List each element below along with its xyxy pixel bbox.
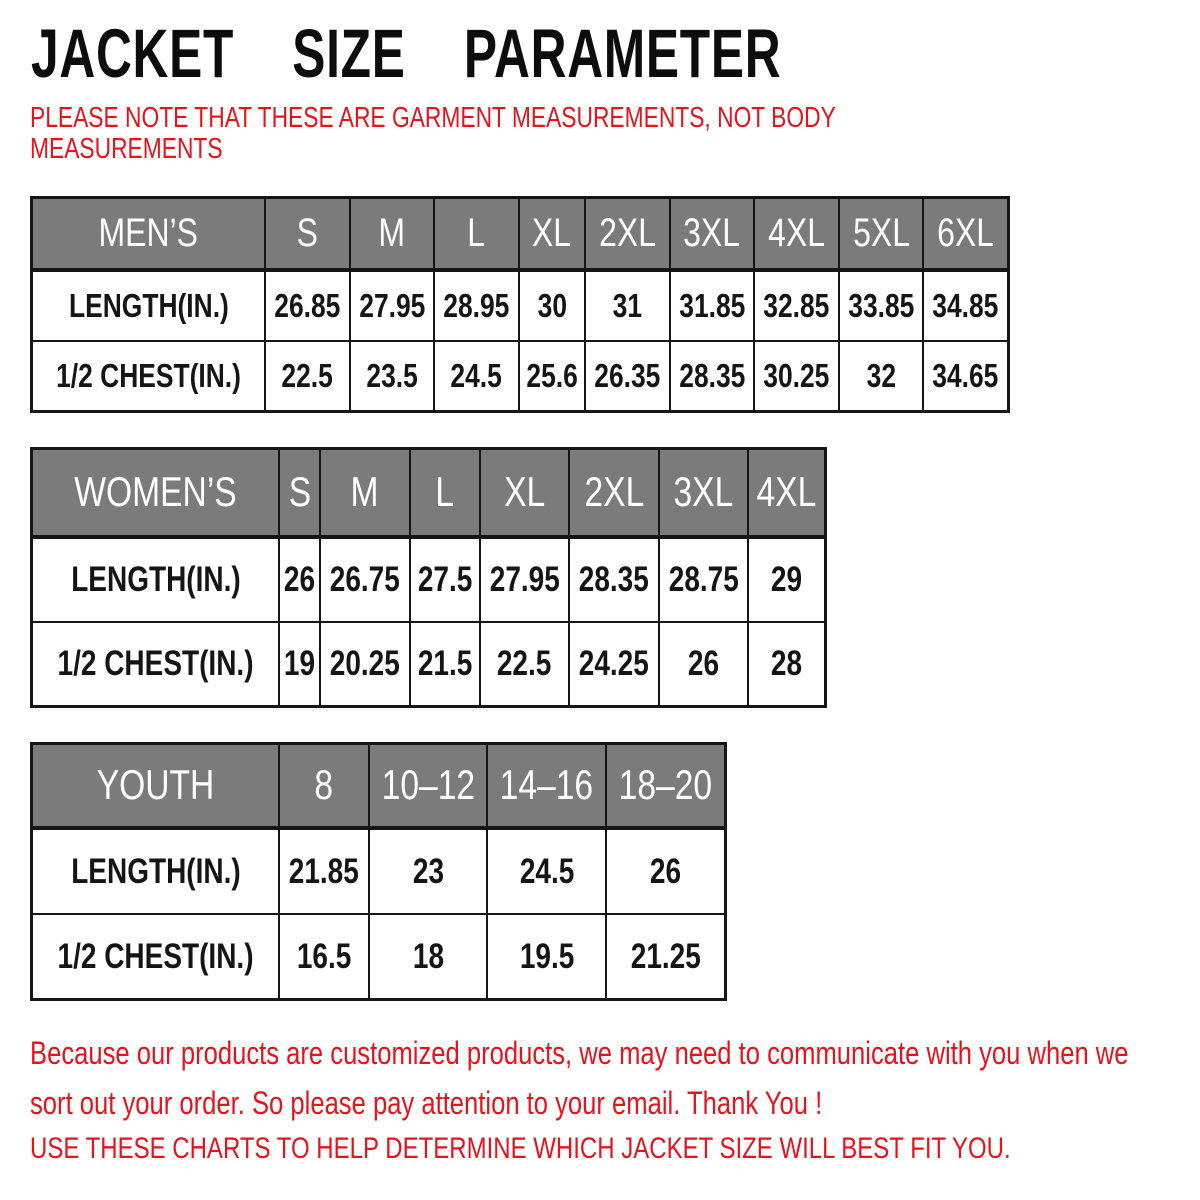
measurement-cell (569, 537, 659, 622)
measurement-cell-text: 34.85 (932, 287, 999, 324)
size-column-header-text: 4XL (756, 468, 817, 516)
measurement-cell (519, 341, 585, 412)
measurement-cell (519, 270, 585, 341)
size-column-header (569, 449, 659, 537)
measurement-cell-text: 21.25 (630, 936, 701, 976)
table-title-cell-text: YOUTH (96, 761, 215, 809)
measurement-cell (659, 622, 749, 707)
size-column-header-text: L (467, 211, 486, 256)
measurement-cell-text: 28.75 (668, 560, 739, 599)
size-column-header-text: 3XL (683, 211, 741, 256)
measurement-cell-text: 26 (650, 851, 682, 891)
measurement-cell (754, 341, 839, 412)
size-column-header (410, 449, 480, 537)
measurement-cell (279, 622, 320, 707)
size-column-header-text: S (296, 211, 319, 256)
measurement-cell (279, 828, 369, 914)
row-label-cell (32, 914, 280, 1000)
row-label-cell (32, 537, 280, 622)
measurement-cell (606, 828, 725, 914)
measurement-cell (279, 537, 320, 622)
header-row (32, 744, 726, 828)
measurement-cell-text: 19 (283, 644, 316, 684)
table-title-cell-text: WOMEN’S (74, 468, 237, 516)
measurement-cell (410, 622, 480, 707)
measurement-cell-text: 28.35 (579, 560, 650, 599)
measurement-cell-text: 27.95 (489, 560, 560, 599)
measurement-cell-text: 26.85 (274, 287, 341, 324)
page-title: JACKET SIZE PARAMETER (31, 15, 782, 92)
row-label-cell (32, 622, 280, 707)
size-column-header (659, 449, 749, 537)
measurement-cell (923, 270, 1008, 341)
table-title-cell (32, 198, 266, 270)
size-table-womens (30, 447, 827, 708)
measurement-cell (585, 270, 670, 341)
measurement-cell (279, 914, 369, 1000)
measurement-cell-text: 27.95 (358, 287, 425, 324)
measurement-cell-text: 22.5 (497, 644, 552, 684)
header-row (32, 449, 826, 537)
size-column-header (487, 744, 606, 828)
chart-usage-note: USE THESE CHARTS TO HELP DETERMINE WHICH JACKET SIZE WILL BEST FIT YOU. (30, 1132, 1011, 1165)
measurement-cell-text: 18 (412, 936, 444, 976)
table-title-cell-text: MEN’S (98, 211, 199, 256)
size-table-mens (30, 196, 1010, 413)
size-column-header-text: 2XL (598, 211, 656, 256)
row-label-cell (32, 270, 266, 341)
measurement-cell-text: 26.75 (329, 560, 400, 599)
size-column-header (519, 198, 585, 270)
size-column-header (265, 198, 350, 270)
measurement-cell-text: 26 (283, 560, 316, 599)
measurement-cell (369, 828, 488, 914)
size-column-header (434, 198, 519, 270)
measurement-cell-text: 20.25 (329, 644, 400, 684)
size-column-header-text: L (435, 468, 454, 516)
size-column-header-text: 8 (314, 761, 334, 809)
size-column-header-text: S (288, 468, 311, 516)
measurement-cell (670, 270, 755, 341)
size-column-header-text: 6XL (937, 211, 995, 256)
measurement-cell-text: 28.35 (678, 357, 745, 395)
size-column-header-text: 4XL (768, 211, 826, 256)
size-column-header-text: XL (532, 211, 572, 256)
measurement-cell (569, 622, 659, 707)
measurement-cell-text: 22.5 (281, 357, 334, 395)
measurement-cell-text: 32 (866, 357, 896, 395)
row-label-cell (32, 828, 280, 914)
measurement-cell (434, 341, 519, 412)
measurement-cell-text: 33.85 (848, 287, 915, 324)
measurement-cell-text: 30 (537, 287, 567, 324)
measurement-cell (839, 341, 924, 412)
measurement-cell (659, 537, 749, 622)
row-label-cell-text: 1/2 CHEST(IN.) (56, 357, 241, 395)
measurement-cell (585, 341, 670, 412)
measurement-cell (839, 270, 924, 341)
measurement-cell-text: 23.5 (366, 357, 418, 395)
size-column-header-text: 10–12 (381, 761, 475, 809)
measurement-cell-text: 28 (771, 644, 803, 684)
row-label-cell-text: LENGTH(IN.) (70, 851, 241, 891)
measurement-cell (265, 341, 350, 412)
garment-measurement-note: PLEASE NOTE THAT THESE ARE GARMENT MEASUREMENTS, NOT BODY MEASUREMENTS (30, 102, 836, 165)
measurement-cell-text: 34.65 (932, 357, 999, 395)
measurement-row (32, 341, 1009, 412)
measurement-row (32, 537, 826, 622)
measurement-cell-text: 16.5 (296, 936, 352, 976)
row-label-cell-text: LENGTH(IN.) (68, 287, 229, 324)
measurement-cell-text: 25.6 (526, 357, 578, 395)
table-title-cell (32, 449, 280, 537)
measurement-cell-text: 26.35 (594, 357, 661, 395)
row-label-cell-text: 1/2 CHEST(IN.) (57, 644, 254, 684)
measurement-cell-text: 29 (771, 560, 803, 599)
table-title-cell (32, 744, 280, 828)
measurement-cell (434, 270, 519, 341)
measurement-row (32, 270, 1009, 341)
measurement-cell (670, 341, 755, 412)
measurement-cell-text: 24.5 (450, 357, 503, 395)
measurement-cell (748, 537, 825, 622)
header-row (32, 198, 1009, 270)
measurement-cell-text: 19.5 (519, 936, 575, 976)
measurement-cell-text: 31 (612, 287, 643, 324)
size-column-header (480, 449, 570, 537)
measurement-cell (320, 622, 410, 707)
size-column-header-text: XL (503, 468, 546, 516)
size-column-header-text: M (378, 211, 406, 256)
size-column-header (279, 744, 369, 828)
size-column-header (754, 198, 839, 270)
custom-products-notice: Because our products are customized products, we may need to communicate with you when we sort out your order. So please pay attention to your email. Thank You ! (30, 1035, 1129, 1121)
measurement-cell (923, 341, 1008, 412)
size-column-header (320, 449, 410, 537)
measurement-cell (487, 914, 606, 1000)
size-column-header-text: 5XL (852, 211, 910, 256)
measurement-cell (369, 914, 488, 1000)
row-label-cell-text: LENGTH(IN.) (70, 560, 241, 599)
measurement-cell-text: 23 (412, 851, 444, 891)
size-column-header (350, 198, 435, 270)
measurement-cell-text: 28.95 (443, 287, 510, 324)
measurement-cell (410, 537, 480, 622)
measurement-cell (606, 914, 725, 1000)
size-column-header-text: 18–20 (618, 761, 713, 809)
size-column-header (279, 449, 320, 537)
measurement-cell (350, 341, 435, 412)
size-column-header-text: M (350, 468, 379, 516)
size-column-header (670, 198, 755, 270)
measurement-cell (748, 622, 825, 707)
size-column-header-text: 2XL (584, 468, 644, 516)
measurement-cell (265, 270, 350, 341)
measurement-row (32, 914, 726, 1000)
size-column-header (923, 198, 1008, 270)
measurement-cell (480, 622, 570, 707)
measurement-cell-text: 21.5 (417, 644, 472, 684)
measurement-cell (487, 828, 606, 914)
measurement-cell (480, 537, 570, 622)
measurement-cell (350, 270, 435, 341)
size-column-header (839, 198, 924, 270)
measurement-cell-text: 31.85 (678, 287, 745, 324)
measurement-row (32, 828, 726, 914)
measurement-cell-text: 30.25 (763, 357, 830, 395)
measurement-cell-text: 27.5 (417, 560, 472, 599)
measurement-row (32, 622, 826, 707)
measurement-cell-text: 26 (688, 644, 720, 684)
measurement-cell (754, 270, 839, 341)
measurement-cell-text: 24.5 (519, 851, 575, 891)
size-column-header (606, 744, 725, 828)
measurement-cell (320, 537, 410, 622)
row-label-cell-text: 1/2 CHEST(IN.) (57, 936, 254, 976)
size-column-header-text: 14–16 (500, 761, 594, 809)
size-table-youth (30, 742, 727, 1001)
size-column-header-text: 3XL (673, 468, 734, 516)
measurement-cell-text: 21.85 (288, 851, 359, 891)
size-column-header (369, 744, 488, 828)
size-column-header (585, 198, 670, 270)
measurement-cell-text: 24.25 (579, 644, 650, 684)
size-column-header (748, 449, 825, 537)
row-label-cell (32, 341, 266, 412)
measurement-cell-text: 32.85 (763, 287, 830, 324)
